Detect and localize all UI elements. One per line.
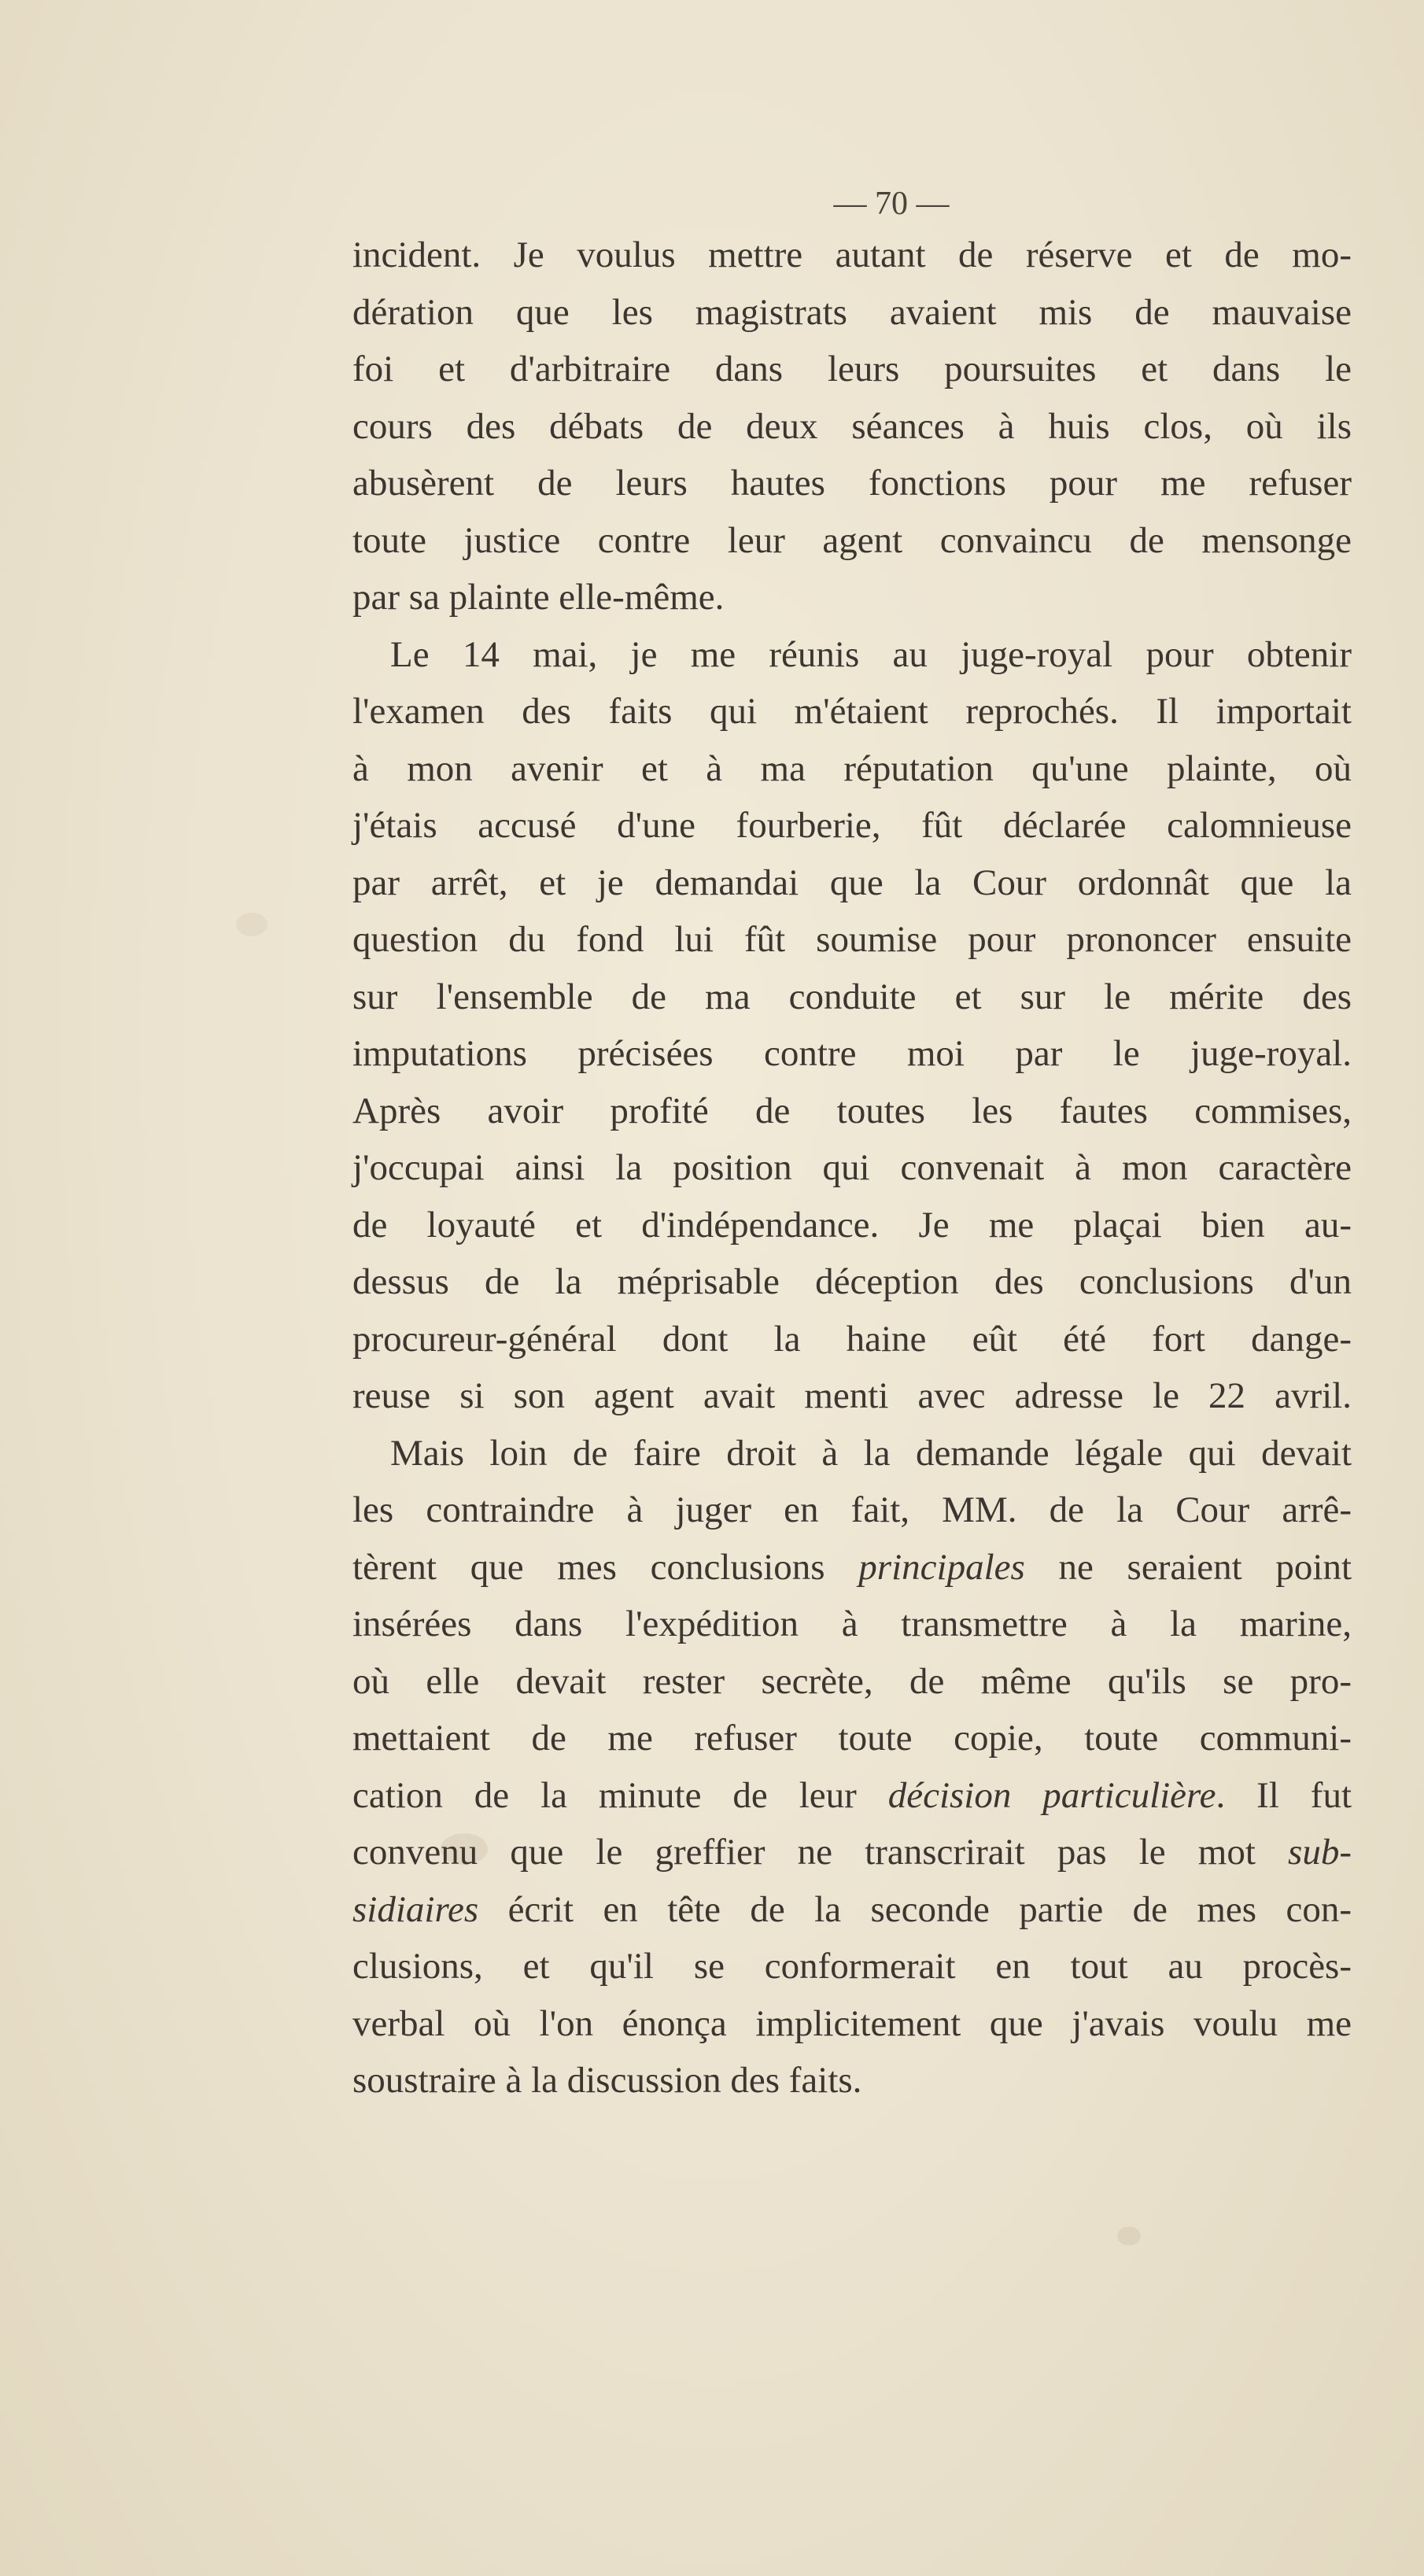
text-line: j'étais accusé d'une fourberie, fût déclarée calomnieuse	[352, 805, 1352, 846]
text-line: dération que les magistrats avaient mis de mauvaise	[352, 291, 1352, 333]
page-number: — 70 —	[833, 186, 950, 222]
text-line: Le 14 mai, je me réunis au juge-royal pour obtenir	[390, 633, 1352, 675]
text-line: dessus de la méprisable déception des conclusions d'un	[352, 1261, 1352, 1302]
text-line: incident. Je voulus mettre autant de réserve et de mo-	[352, 234, 1352, 275]
text-line: mettaient de me refuser toute copie, toute communi-	[352, 1718, 1352, 1759]
text-run: écrit en tête de la seconde partie de mes con-	[478, 1888, 1352, 1930]
italic-term: sidiaires	[352, 1888, 479, 1930]
text-run: tèrent que mes conclusions	[352, 1546, 859, 1588]
text-line: sur l'ensemble de ma conduite et sur le mérite des	[352, 976, 1352, 1017]
text-line	[352, 1767, 1352, 1825]
text-line: de loyauté et d'indépendance. Je me plaçai bien au-	[352, 1204, 1352, 1246]
italic-term: décision particulière	[887, 1774, 1216, 1816]
text-line: par sa plainte elle-même.	[352, 577, 725, 618]
text-line: imputations précisées contre moi par le juge-royal.	[352, 1033, 1352, 1074]
text-line: verbal où l'on énonça implicitement que j'avais voulu me	[352, 2002, 1352, 2044]
text-line: toute justice contre leur agent convaincu de mensonge	[352, 519, 1352, 561]
text-line: cours des débats de deux séances à huis clos, où ils	[352, 405, 1352, 447]
italic-term: principales	[858, 1546, 1025, 1588]
text-line	[352, 1824, 1352, 1881]
text-line: Mais loin de faire droit à la demande légale qui devait	[390, 1432, 1352, 1474]
text-line: Après avoir profité de toutes les fautes commises,	[352, 1090, 1352, 1131]
text-line: abusèrent de leurs hautes fonctions pour me refuser	[352, 463, 1352, 504]
text-line: question du fond lui fût soumise pour prononcer ensuite	[352, 919, 1352, 960]
text-line: où elle devait rester secrète, de même qu'ils se pro-	[352, 1660, 1352, 1702]
text-line: l'examen des faits qui m'étaient reprochés. Il importait	[352, 691, 1352, 732]
text-run: cation de la minute de leur	[352, 1774, 888, 1816]
paper-stain	[236, 913, 267, 936]
text-run: convenu que le greffier ne transcrirait pas le mot	[352, 1832, 1289, 1873]
text-line: à mon avenir et à ma réputation qu'une plainte, où	[352, 747, 1352, 789]
text-line: insérées dans l'expédition à transmettre à la marine,	[352, 1604, 1352, 1644]
text-line: les contraindre à juger en fait, MM. de la Cour arrê-	[352, 1489, 1352, 1530]
paper-stain	[1117, 2227, 1141, 2246]
text-line: reuse si son agent avait menti avec adresse le 22 avril.	[352, 1375, 1352, 1416]
text-line: j'occupai ainsi la position qui convenait à mon caractère	[352, 1147, 1352, 1188]
text-line	[352, 1539, 1352, 1596]
text-line: procureur-général dont la haine eût été fort dange-	[352, 1318, 1352, 1360]
italic-term: sub-	[1288, 1832, 1352, 1873]
text-run: ne seraient point	[1024, 1546, 1352, 1588]
text-line: soustraire à la discussion des faits.	[352, 2060, 862, 2101]
text-line: clusions, et qu'il se conformerait en tout au procès-	[352, 1946, 1352, 1987]
text-line: par arrêt, et je demandai que la Cour ordonnât que la	[352, 862, 1352, 903]
page-text	[352, 181, 1352, 2109]
text-line: foi et d'arbitraire dans leurs poursuites et dans le	[352, 349, 1352, 389]
text-line	[352, 1881, 1352, 1939]
text-run: . Il fut	[1216, 1774, 1352, 1816]
